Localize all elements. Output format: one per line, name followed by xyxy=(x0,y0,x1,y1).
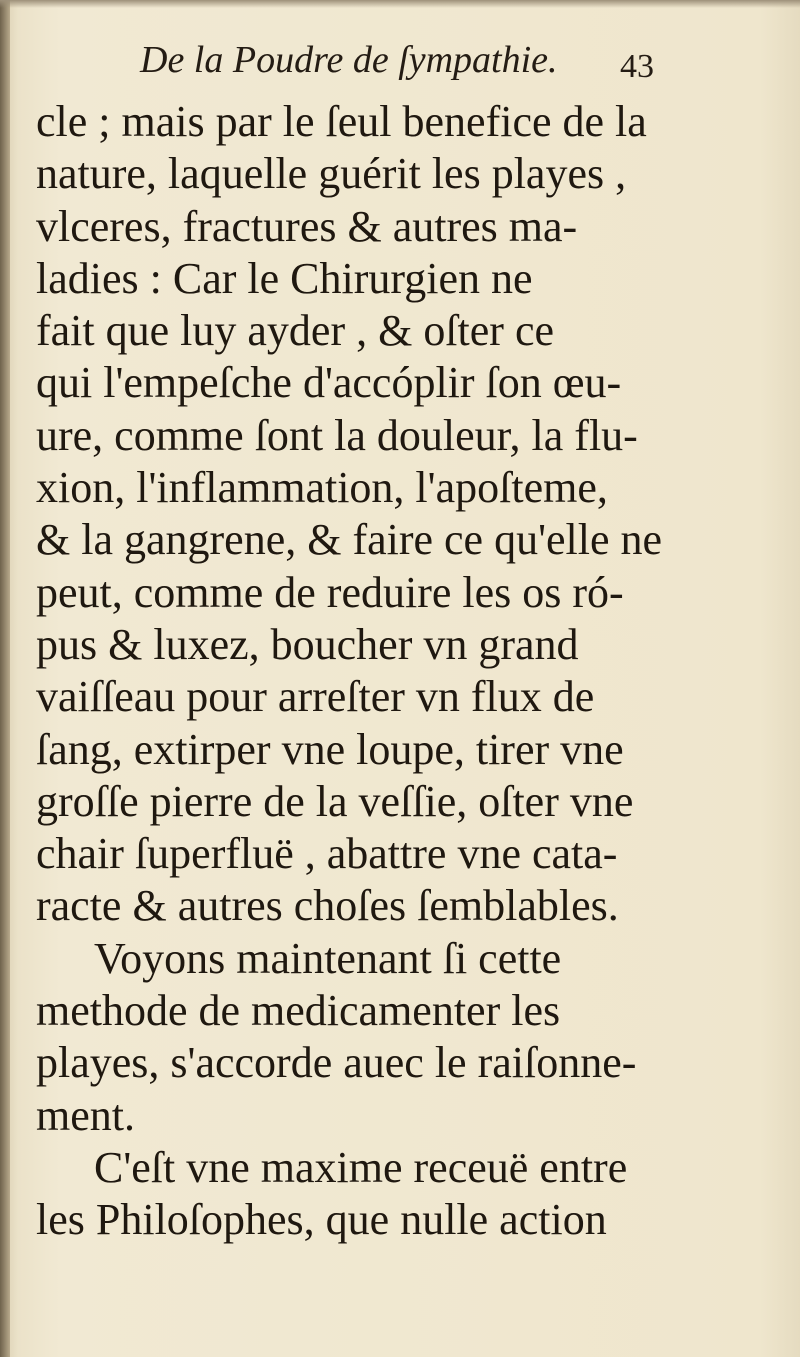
text-line: ure, comme ſont la douleur, la flu- xyxy=(36,410,638,460)
text-line: qui l'empeſche d'accóplir ſon œu- xyxy=(36,358,622,408)
running-title: De la Poudre de ſympathie. xyxy=(140,39,558,81)
text-line: vaiſſeau pour arreſter vn flux de xyxy=(36,672,595,722)
text-line: groſſe pierre de la veſſie, oſter vne xyxy=(36,776,634,826)
paragraph-start-line: C'eſt vne maxime receuë entre xyxy=(94,1142,628,1192)
text-line: ladies : Car le Chirurgien ne xyxy=(36,253,533,303)
book-spine-edge xyxy=(0,0,10,1357)
text-line: les Philoſophes, que nulle action xyxy=(36,1195,607,1245)
text-line: fait que luy ayder , & oſter ce xyxy=(36,306,555,356)
text-line: cle ; mais par le ſeul benefice de la xyxy=(36,97,647,146)
page-header xyxy=(140,38,700,98)
text-line: xion, l'inflammation, l'apoſteme, xyxy=(36,463,608,513)
text-line: methode de medicamenter les xyxy=(36,986,561,1036)
text-line: ment. xyxy=(36,1090,135,1140)
page-top-shadow xyxy=(0,0,800,8)
text-line: pus & luxez, boucher vn grand xyxy=(36,619,579,669)
text-line: peut, comme de reduire les os ró- xyxy=(36,567,624,617)
body-text xyxy=(36,96,676,1247)
text-line: & la gangrene, & faire ce qu'elle ne xyxy=(36,515,663,565)
text-line: ſang, extirper vne loupe, tirer vne xyxy=(36,724,624,774)
text-line: chair ſuperfluë , abattre vne cata- xyxy=(36,829,618,879)
text-line: playes, s'accorde auec le raiſonne- xyxy=(36,1038,637,1088)
text-line: nature, laquelle guérit les playes , xyxy=(36,149,627,199)
page-number: 43 xyxy=(620,48,654,85)
text-line: vlceres, fractures & autres ma- xyxy=(36,201,578,251)
text-line: racte & autres choſes ſemblables. xyxy=(36,881,619,931)
paragraph-start-line: Voyons maintenant ſi cette xyxy=(94,933,562,983)
